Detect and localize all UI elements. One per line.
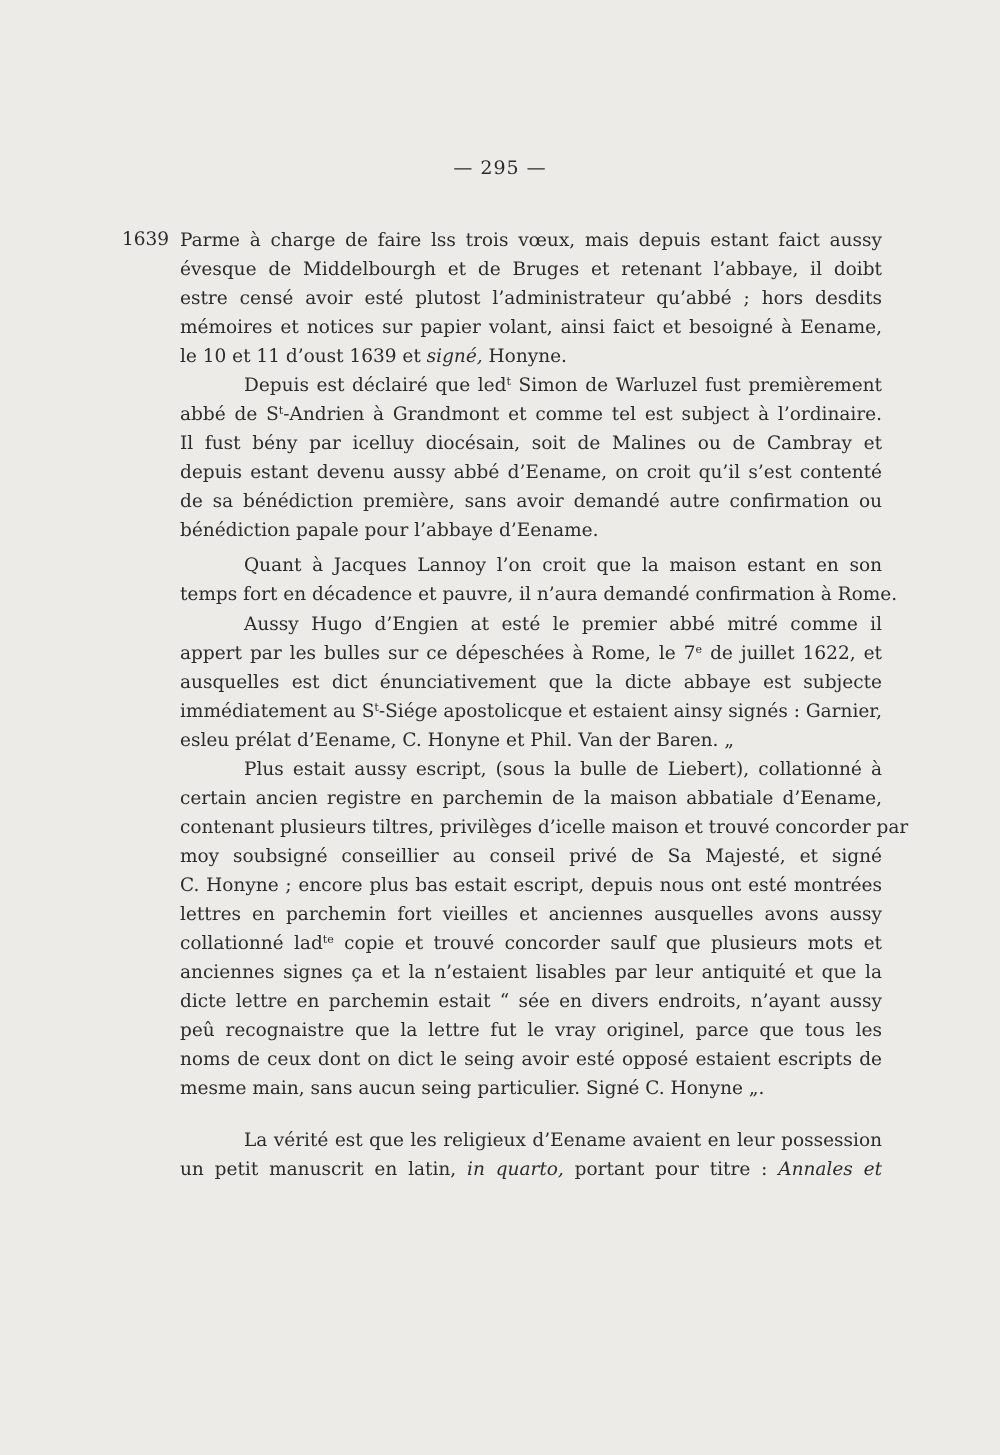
text-span: un petit manuscrit en latin, [180,1159,457,1180]
text-line [180,932,882,956]
text-line [180,642,882,666]
text-span: immédiatement au S [180,701,375,722]
text-span: abbé de S [180,404,279,425]
superscript: t [506,374,511,388]
text-line [180,1158,882,1182]
text-line: certain ancien registre en parchemin de la maison abbatiale d’Eename, [180,788,882,809]
text-line: temps fort en décadence et pauvre, il n’aura demandé confirmation à Rome. [180,584,898,605]
text-line: mémoires et notices sur papier volant, ainsi faict et besoigné à Eename, [180,317,882,338]
superscript: t [374,700,379,714]
italic-title: Annales et [778,1159,883,1180]
superscript: t [278,403,284,417]
text-line: Il fust bény par icelluy diocésain, soit de Malines ou de Cambray et [180,433,882,454]
text-line: dicte lettre en parchemin estait “ sée en divers endroits, n’ayant aussy [180,991,882,1012]
text-line [180,403,882,427]
text-line: ausquelles est dict énunciativement que la dicte abbaye est subjecte [180,672,882,693]
text-span: appert par les bulles sur ce dépeschées à Rome, le 7 [180,643,696,664]
text-line: anciennes signes ça et la n’estaient lisables par leur antiquité et que la [180,962,882,983]
text-span: Honyne. [482,346,567,367]
text-span: -Andrien à Grandmont et comme tel est subject à l’ordinaire. [283,404,883,425]
text-line: évesque de Middelbourgh et de Bruges et retenant l’abbaye, il doibt [180,259,882,280]
text-line: de sa bénédiction première, sans avoir demandé autre confirmation ou [180,491,882,512]
text-span: -Siége apostolicque et estaient ainsy signés : Garnier, [378,701,883,722]
text-span: Simon de Warluzel fust premièrement [510,375,882,396]
margin-year-marker: 1639 [122,229,170,250]
text-line: Plus estait aussy escript, (sous la bulle de Liebert), collationné à [244,759,882,780]
text-span: de juillet 1622, et [702,643,882,664]
text-line: depuis estant devenu aussy abbé d’Eename, on croit qu’il s’est contenté [180,462,882,483]
text-line: contenant plusieurs tiltres, privilèges d’icelle maison et trouvé concorder par [180,817,909,838]
superscript: e [695,642,703,656]
text-line: peû recognaistre que la lettre fut le vray originel, parce que tous les [180,1020,882,1041]
text-line: esleu prélat d’Eename, C. Honyne et Phil. Van der Baren. „ [180,730,734,751]
text-line: bénédiction papale pour l’abbaye d’Eename. [180,520,599,541]
text-line: La vérité est que les religieux d’Eename avaient en leur possession [244,1130,882,1151]
text-span: collationné lad [180,933,323,954]
text-line [180,700,882,724]
text-span: Depuis est déclairé que led [244,375,507,396]
page-number: — 295 — [453,157,547,179]
text-line: lettres en parchemin fort vieilles et anciennes ausquelles avons aussy [180,904,882,925]
text-span: copie et trouvé concorder saulf que plusieurs mots et [333,933,882,954]
text-line [180,345,882,369]
italic-phrase: in quarto, [467,1159,564,1180]
text-line: Parme à charge de faire lss trois vœux, mais depuis estant faict aussy [180,230,882,251]
text-line: moy soubsigné conseillier au conseil privé de Sa Majesté, et signé [180,846,882,867]
text-span: portant pour titre : [563,1159,779,1180]
italic-word: signé, [426,346,483,367]
superscript: te [322,932,334,946]
text-line: C. Honyne ; encore plus bas estait escript, depuis nous ont esté montrées [180,875,882,896]
text-line: mesme main, sans aucun seing particulier. Signé C. Honyne „. [180,1078,765,1099]
text-line [244,374,882,398]
text-line: estre censé avoir esté plutost l’administrateur qu’abbé ; hors desdits [180,288,882,309]
text-line: Quant à Jacques Lannoy l’on croit que la maison estant en son [244,555,882,576]
text-line: noms de ceux dont on dict le seing avoir esté opposé estaient escripts de [180,1049,882,1070]
text-span: le 10 et 11 d’oust 1639 et [180,346,421,367]
text-line: Aussy Hugo d’Engien at esté le premier abbé mitré comme il [244,614,882,635]
